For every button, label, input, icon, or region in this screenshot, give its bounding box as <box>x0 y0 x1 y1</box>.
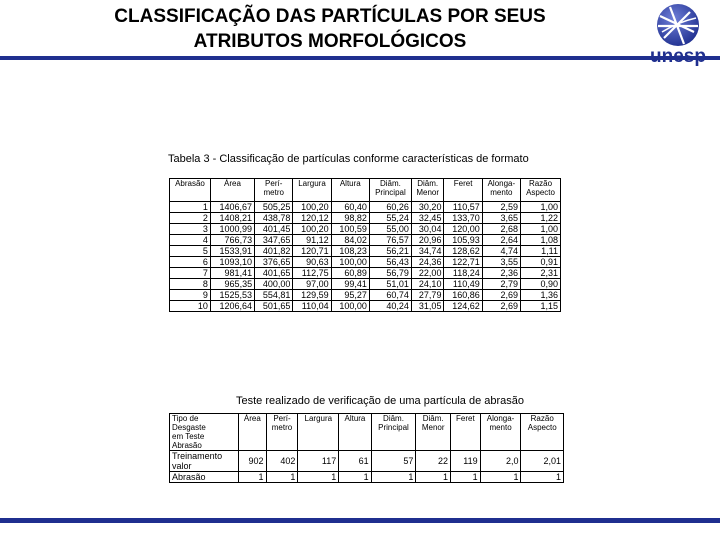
table-cell: 438,78 <box>255 213 293 224</box>
table-cell: 110,04 <box>293 301 331 312</box>
table-cell: 1000,99 <box>210 224 254 235</box>
table-cell: 766,73 <box>210 235 254 246</box>
table-cell: Treinamento valor <box>170 451 239 472</box>
table1-caption: Tabela 3 - Classificação de partículas conforme características de formato <box>168 153 529 165</box>
column-header: Área <box>239 414 266 451</box>
table-cell: 60,40 <box>331 202 369 213</box>
table-cell: 97,00 <box>293 279 331 290</box>
table-row <box>170 213 561 224</box>
table-cell: 1406,67 <box>210 202 254 213</box>
table-cell: 56,21 <box>369 246 411 257</box>
table-cell: 57 <box>371 451 416 472</box>
column-header: Tipo de Desgaste em Teste Abrasão <box>170 414 239 451</box>
table-cell: 90,63 <box>293 257 331 268</box>
unesp-logo <box>640 2 716 72</box>
header-rule <box>0 56 720 60</box>
table-cell: 2,79 <box>482 279 520 290</box>
table-cell: 1,00 <box>521 224 561 235</box>
table-cell: 20,96 <box>411 235 444 246</box>
table-cell: 0,90 <box>521 279 561 290</box>
table-cell: 981,41 <box>210 268 254 279</box>
table-cell: 1 <box>170 202 211 213</box>
table-row <box>170 246 561 257</box>
globe-icon <box>640 2 716 48</box>
table-cell: 108,23 <box>331 246 369 257</box>
table-cell: 1525,53 <box>210 290 254 301</box>
table-cell: 1 <box>266 472 298 483</box>
table2-caption: Teste realizado de verificação de uma partícula de abrasão <box>236 395 525 407</box>
table-cell: 902 <box>239 451 266 472</box>
table-cell: 61 <box>339 451 371 472</box>
title-line-2: ATRIBUTOS MORFOLÓGICOS <box>193 31 467 52</box>
table-cell: 401,65 <box>255 268 293 279</box>
table-cell: 76,57 <box>369 235 411 246</box>
table-cell: 100,20 <box>293 224 331 235</box>
table-cell: 60,74 <box>369 290 411 301</box>
table-row <box>170 301 561 312</box>
table-cell: 119 <box>451 451 481 472</box>
table-cell: 55,00 <box>369 224 411 235</box>
table-cell: 1,08 <box>521 235 561 246</box>
column-header: Alonga- mento <box>480 414 521 451</box>
table-cell: 4 <box>170 235 211 246</box>
table-cell: 2,0 <box>480 451 521 472</box>
table-cell: 100,00 <box>331 301 369 312</box>
table-row <box>170 235 561 246</box>
table-cell: 160,86 <box>444 290 482 301</box>
table-cell: 122,71 <box>444 257 482 268</box>
table-cell: 2,31 <box>521 268 561 279</box>
table-cell: 1 <box>521 472 564 483</box>
table-cell: 0,91 <box>521 257 561 268</box>
table-cell: 24,10 <box>411 279 444 290</box>
table-cell: 1 <box>451 472 481 483</box>
table-cell: 401,82 <box>255 246 293 257</box>
table-cell: 22,00 <box>411 268 444 279</box>
column-header: Perí- metro <box>255 179 293 202</box>
table-row <box>170 257 561 268</box>
table-cell: 129,59 <box>293 290 331 301</box>
table-cell: 91,12 <box>293 235 331 246</box>
table-cell: 55,24 <box>369 213 411 224</box>
table-cell: 2,36 <box>482 268 520 279</box>
table-cell: 400,00 <box>255 279 293 290</box>
table-cell: 1,11 <box>521 246 561 257</box>
column-header: Largura <box>293 179 331 202</box>
table-cell: 1 <box>480 472 521 483</box>
table-cell: 8 <box>170 279 211 290</box>
column-header: Altura <box>331 179 369 202</box>
table-cell: 124,62 <box>444 301 482 312</box>
column-header: Diâm. Menor <box>411 179 444 202</box>
table-row <box>170 268 561 279</box>
table-cell: 100,00 <box>331 257 369 268</box>
table-header-row <box>170 414 564 451</box>
table-cell: 7 <box>170 268 211 279</box>
table-cell: 505,25 <box>255 202 293 213</box>
table-cell: 56,79 <box>369 268 411 279</box>
column-header: Perí- metro <box>266 414 298 451</box>
column-header: Diâm. Principal <box>371 414 416 451</box>
table-cell: 2,69 <box>482 290 520 301</box>
table-cell: 112,75 <box>293 268 331 279</box>
table-cell: 120,00 <box>444 224 482 235</box>
table-row <box>170 202 561 213</box>
table-cell: 99,41 <box>331 279 369 290</box>
table-cell: 98,82 <box>331 213 369 224</box>
table-cell: 1 <box>298 472 339 483</box>
table-row <box>170 224 561 235</box>
column-header: Altura <box>339 414 371 451</box>
table-cell: 347,65 <box>255 235 293 246</box>
table-cell: 1533,91 <box>210 246 254 257</box>
column-header: Razão Aspecto <box>521 414 564 451</box>
table-cell: 30,20 <box>411 202 444 213</box>
table-cell: 2,59 <box>482 202 520 213</box>
table-cell: 30,04 <box>411 224 444 235</box>
table-cell: 5 <box>170 246 211 257</box>
table-cell: 110,49 <box>444 279 482 290</box>
table-cell: 4,74 <box>482 246 520 257</box>
table-cell: 120,12 <box>293 213 331 224</box>
table-cell: 2,69 <box>482 301 520 312</box>
table-cell: 1,22 <box>521 213 561 224</box>
table-cell: 84,02 <box>331 235 369 246</box>
table-cell: 2,68 <box>482 224 520 235</box>
table-cell: 32,45 <box>411 213 444 224</box>
table-cell: 1206,64 <box>210 301 254 312</box>
table-row <box>170 290 561 301</box>
table-cell: 1408,21 <box>210 213 254 224</box>
table-cell: 100,20 <box>293 202 331 213</box>
table-cell: 1,36 <box>521 290 561 301</box>
title-line-1: CLASSIFICAÇÃO DAS PARTÍCULAS POR SEUS <box>114 6 546 27</box>
table-cell: 501,65 <box>255 301 293 312</box>
table-cell: 105,93 <box>444 235 482 246</box>
table-cell: 95,27 <box>331 290 369 301</box>
table-cell: 3,55 <box>482 257 520 268</box>
verification-table <box>169 413 564 483</box>
table-cell: 1 <box>239 472 266 483</box>
table-cell: 554,81 <box>255 290 293 301</box>
table-cell: 31,05 <box>411 301 444 312</box>
table-cell: 2,01 <box>521 451 564 472</box>
table-cell: 1,00 <box>521 202 561 213</box>
table-cell: 56,43 <box>369 257 411 268</box>
table-cell: 10 <box>170 301 211 312</box>
table-cell: Abrasão <box>170 472 239 483</box>
table-cell: 51,01 <box>369 279 411 290</box>
table-cell: 128,62 <box>444 246 482 257</box>
table-cell: 60,89 <box>331 268 369 279</box>
table-cell: 120,71 <box>293 246 331 257</box>
table-cell: 40,24 <box>369 301 411 312</box>
table-cell: 1093,10 <box>210 257 254 268</box>
table-cell: 24,36 <box>411 257 444 268</box>
table-cell: 2,64 <box>482 235 520 246</box>
classification-table <box>169 178 561 312</box>
table-cell: 3,65 <box>482 213 520 224</box>
table-cell: 3 <box>170 224 211 235</box>
table-cell: 2 <box>170 213 211 224</box>
table-cell: 6 <box>170 257 211 268</box>
table-row <box>170 472 564 483</box>
table-cell: 401,45 <box>255 224 293 235</box>
column-header: Razão Aspecto <box>521 179 561 202</box>
column-header: Feret <box>444 179 482 202</box>
table-cell: 376,65 <box>255 257 293 268</box>
column-header: Feret <box>451 414 481 451</box>
footer-rule <box>0 518 720 523</box>
table-cell: 118,24 <box>444 268 482 279</box>
table-cell: 1,15 <box>521 301 561 312</box>
table-cell: 27,79 <box>411 290 444 301</box>
table-cell: 133,70 <box>444 213 482 224</box>
table-row <box>170 451 564 472</box>
table-row <box>170 279 561 290</box>
column-header: Abrasão <box>170 179 211 202</box>
column-header: Diâm. Menor <box>416 414 451 451</box>
page-title <box>0 4 660 54</box>
column-header: Alonga- mento <box>482 179 520 202</box>
table-cell: 117 <box>298 451 339 472</box>
column-header: Diâm. Principal <box>369 179 411 202</box>
table-header-row <box>170 179 561 202</box>
table-cell: 110,57 <box>444 202 482 213</box>
table-cell: 965,35 <box>210 279 254 290</box>
table-cell: 60,26 <box>369 202 411 213</box>
column-header: Área <box>210 179 254 202</box>
table-cell: 34,74 <box>411 246 444 257</box>
table-cell: 1 <box>339 472 371 483</box>
table-cell: 1 <box>371 472 416 483</box>
table-cell: 1 <box>416 472 451 483</box>
table-cell: 100,59 <box>331 224 369 235</box>
table-cell: 9 <box>170 290 211 301</box>
table-cell: 22 <box>416 451 451 472</box>
table-cell: 402 <box>266 451 298 472</box>
column-header: Largura <box>298 414 339 451</box>
